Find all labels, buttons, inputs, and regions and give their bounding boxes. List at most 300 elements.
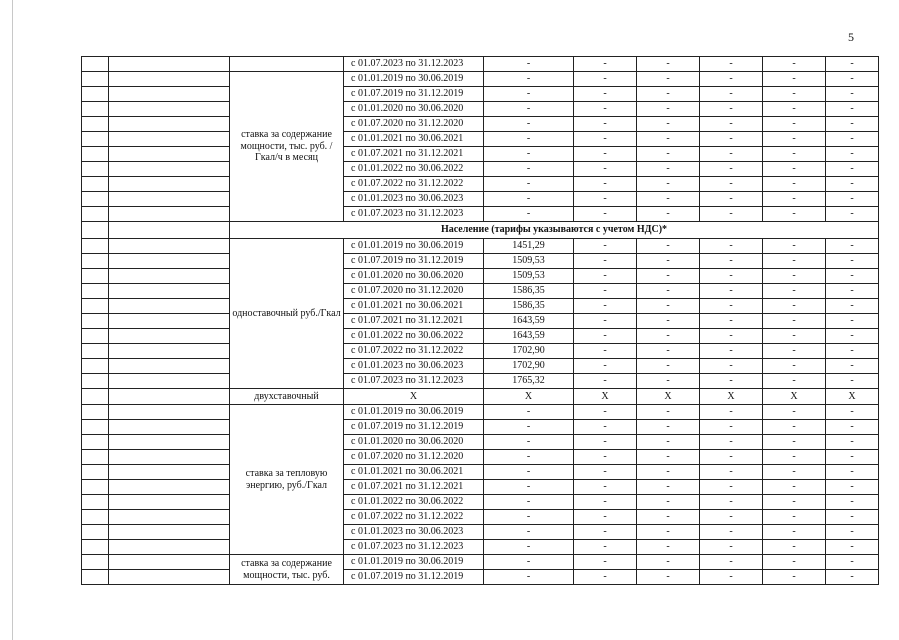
value-cell: -: [574, 239, 637, 254]
value-cell: -: [484, 420, 574, 435]
value-cell: -: [484, 162, 574, 177]
value-cell: -: [484, 525, 574, 540]
value-cell: 1509,53: [484, 269, 574, 284]
period-cell: с 01.07.2022 по 31.12.2022: [344, 344, 484, 359]
value-cell: -: [763, 269, 826, 284]
value-cell: -: [700, 177, 763, 192]
period-cell: с 01.01.2021 по 30.06.2021: [344, 299, 484, 314]
value-cell: -: [574, 435, 637, 450]
value-cell: -: [700, 57, 763, 72]
period-cell: с 01.07.2023 по 31.12.2023: [344, 374, 484, 389]
value-cell: -: [826, 299, 879, 314]
value-cell: -: [700, 132, 763, 147]
value-cell: -: [637, 269, 700, 284]
value-cell: -: [700, 269, 763, 284]
value-cell: -: [637, 405, 700, 420]
value-cell: -: [574, 405, 637, 420]
value-cell: -: [637, 465, 700, 480]
value-cell: -: [574, 359, 637, 374]
tariff-type-label: ставка за содержание мощности, тыс. руб.: [230, 555, 344, 585]
tariff-type-label: двухставочный: [230, 389, 344, 405]
value-cell: -: [763, 525, 826, 540]
value-cell: -: [637, 147, 700, 162]
value-cell: -: [484, 72, 574, 87]
blank-cell: [82, 359, 109, 374]
value-cell: -: [484, 510, 574, 525]
value-cell: -: [484, 495, 574, 510]
value-cell: 1765,32: [484, 374, 574, 389]
value-cell: -: [484, 465, 574, 480]
page-number: 5: [848, 30, 854, 44]
period-cell: с 01.01.2019 по 30.06.2019: [344, 72, 484, 87]
blank-cell: [82, 222, 109, 239]
value-cell: -: [574, 480, 637, 495]
value-cell: -: [484, 87, 574, 102]
value-cell: -: [763, 405, 826, 420]
section-title: Население (тарифы указываются с учетом НДС)*: [230, 222, 879, 239]
table-row: [82, 72, 879, 87]
period-cell: с 01.07.2023 по 31.12.2023: [344, 57, 484, 72]
value-cell: -: [637, 87, 700, 102]
table-row: [82, 329, 879, 344]
value-cell: -: [763, 435, 826, 450]
value-cell: 1643,59: [484, 314, 574, 329]
value-cell: -: [484, 132, 574, 147]
value-cell: -: [574, 495, 637, 510]
value-cell: -: [700, 329, 763, 344]
blank-cell: [109, 314, 230, 329]
value-cell: -: [637, 495, 700, 510]
value-cell: -: [826, 72, 879, 87]
value-cell: -: [700, 405, 763, 420]
value-cell: -: [484, 480, 574, 495]
blank-cell: [109, 510, 230, 525]
period-cell: с 01.01.2020 по 30.06.2020: [344, 102, 484, 117]
blank-cell: [82, 405, 109, 420]
blank-cell: [109, 117, 230, 132]
value-cell: -: [763, 87, 826, 102]
table-row: [82, 239, 879, 254]
value-cell: -: [826, 132, 879, 147]
blank-cell: [109, 405, 230, 420]
blank-cell: [109, 87, 230, 102]
blank-cell: [82, 239, 109, 254]
value-cell: -: [700, 87, 763, 102]
value-cell: -: [574, 555, 637, 570]
tariff-type-label: одноставочный руб./Гкал: [230, 239, 344, 389]
blank-cell: [82, 540, 109, 555]
blank-cell: [109, 57, 230, 72]
value-cell: 1586,35: [484, 299, 574, 314]
value-cell: -: [484, 192, 574, 207]
table-row: [82, 405, 879, 420]
value-cell: -: [763, 465, 826, 480]
value-cell: -: [637, 480, 700, 495]
blank-cell: [82, 570, 109, 585]
value-cell: -: [700, 344, 763, 359]
value-cell: -: [826, 102, 879, 117]
period-cell: с 01.01.2019 по 30.06.2019: [344, 555, 484, 570]
value-cell: -: [637, 344, 700, 359]
value-cell: -: [826, 570, 879, 585]
table-row: [82, 117, 879, 132]
value-cell: -: [700, 72, 763, 87]
period-cell: с 01.07.2019 по 31.12.2019: [344, 570, 484, 585]
value-cell: -: [700, 254, 763, 269]
value-cell: X: [574, 389, 637, 405]
value-cell: -: [700, 525, 763, 540]
value-cell: -: [826, 269, 879, 284]
value-cell: -: [826, 495, 879, 510]
value-cell: -: [574, 269, 637, 284]
blank-cell: [82, 87, 109, 102]
value-cell: -: [574, 420, 637, 435]
value-cell: -: [637, 525, 700, 540]
value-cell: -: [574, 177, 637, 192]
value-cell: -: [763, 177, 826, 192]
value-cell: -: [637, 435, 700, 450]
table-row: [82, 299, 879, 314]
value-cell: -: [574, 132, 637, 147]
value-cell: -: [700, 450, 763, 465]
value-cell: -: [826, 284, 879, 299]
table-row: [82, 510, 879, 525]
value-cell: -: [826, 314, 879, 329]
blank-cell: [82, 344, 109, 359]
value-cell: -: [700, 162, 763, 177]
value-cell: -: [826, 87, 879, 102]
value-cell: -: [574, 570, 637, 585]
value-cell: -: [826, 147, 879, 162]
blank-cell: [82, 420, 109, 435]
value-cell: -: [700, 555, 763, 570]
value-cell: -: [826, 465, 879, 480]
value-cell: -: [484, 450, 574, 465]
value-cell: -: [826, 344, 879, 359]
value-cell: -: [700, 117, 763, 132]
value-cell: -: [826, 117, 879, 132]
value-cell: -: [700, 435, 763, 450]
value-cell: -: [700, 510, 763, 525]
blank-cell: [109, 177, 230, 192]
table-row: [82, 102, 879, 117]
blank-cell: [109, 450, 230, 465]
value-cell: -: [574, 72, 637, 87]
value-cell: -: [826, 420, 879, 435]
value-cell: -: [484, 207, 574, 222]
value-cell: 1451,29: [484, 239, 574, 254]
section-row: [82, 222, 879, 239]
blank-cell: [82, 510, 109, 525]
blank-cell: [109, 420, 230, 435]
blank-cell: [109, 344, 230, 359]
value-cell: -: [763, 314, 826, 329]
table-row: [82, 147, 879, 162]
tariff-table: [81, 56, 879, 585]
period-cell: с 01.01.2023 по 30.06.2023: [344, 192, 484, 207]
blank-cell: [109, 192, 230, 207]
value-cell: -: [763, 329, 826, 344]
value-cell: -: [637, 177, 700, 192]
value-cell: -: [826, 207, 879, 222]
blank-cell: [109, 254, 230, 269]
value-cell: -: [826, 192, 879, 207]
table-row: [82, 314, 879, 329]
table-row: [82, 525, 879, 540]
value-cell: -: [700, 495, 763, 510]
period-cell: с 01.07.2023 по 31.12.2023: [344, 207, 484, 222]
blank-cell: [109, 72, 230, 87]
value-cell: -: [700, 540, 763, 555]
period-cell: с 01.07.2023 по 31.12.2023: [344, 540, 484, 555]
blank-cell: [82, 192, 109, 207]
period-cell: с 01.01.2022 по 30.06.2022: [344, 495, 484, 510]
period-cell: с 01.01.2021 по 30.06.2021: [344, 465, 484, 480]
value-cell: -: [763, 117, 826, 132]
table-row: [82, 162, 879, 177]
value-cell: -: [763, 72, 826, 87]
value-cell: -: [700, 314, 763, 329]
value-cell: -: [826, 540, 879, 555]
value-cell: 1702,90: [484, 344, 574, 359]
value-cell: -: [484, 435, 574, 450]
blank-cell: [82, 269, 109, 284]
value-cell: -: [637, 555, 700, 570]
value-cell: -: [700, 570, 763, 585]
value-cell: -: [484, 102, 574, 117]
blank-cell: [82, 117, 109, 132]
value-cell: -: [763, 147, 826, 162]
value-cell: 1586,35: [484, 284, 574, 299]
value-cell: 1643,59: [484, 329, 574, 344]
blank-cell: [109, 570, 230, 585]
tariff-table-body: [82, 57, 879, 585]
blank-cell: [82, 284, 109, 299]
value-cell: -: [637, 450, 700, 465]
period-cell: с 01.07.2020 по 31.12.2020: [344, 284, 484, 299]
table-row: [82, 254, 879, 269]
period-cell: с 01.07.2022 по 31.12.2022: [344, 177, 484, 192]
blank-cell: [109, 222, 230, 239]
period-cell: с 01.01.2023 по 30.06.2023: [344, 359, 484, 374]
value-cell: -: [484, 555, 574, 570]
blank-cell: [82, 57, 109, 72]
value-cell: -: [763, 555, 826, 570]
value-cell: -: [574, 254, 637, 269]
blank-cell: [82, 374, 109, 389]
value-cell: -: [763, 510, 826, 525]
value-cell: -: [574, 207, 637, 222]
blank-cell: [109, 389, 230, 405]
blank-cell: [109, 540, 230, 555]
value-cell: -: [637, 420, 700, 435]
blank-cell: [82, 465, 109, 480]
blank-cell: [109, 299, 230, 314]
value-cell: -: [763, 570, 826, 585]
value-cell: -: [700, 374, 763, 389]
value-cell: -: [574, 314, 637, 329]
value-cell: -: [700, 192, 763, 207]
blank-cell: [82, 555, 109, 570]
blank-cell: [109, 284, 230, 299]
value-cell: -: [826, 555, 879, 570]
value-cell: -: [574, 525, 637, 540]
table-row: [82, 540, 879, 555]
blank-cell: [82, 450, 109, 465]
blank-cell: [109, 102, 230, 117]
value-cell: -: [637, 510, 700, 525]
blank-cell: [82, 254, 109, 269]
value-cell: -: [574, 510, 637, 525]
blank-cell: [82, 299, 109, 314]
blank-cell: [109, 147, 230, 162]
period-cell: с 01.01.2020 по 30.06.2020: [344, 269, 484, 284]
period-cell: с 01.07.2019 по 31.12.2019: [344, 254, 484, 269]
value-cell: X: [484, 389, 574, 405]
value-cell: -: [700, 102, 763, 117]
value-cell: -: [826, 57, 879, 72]
value-cell: -: [637, 570, 700, 585]
table-row: [82, 87, 879, 102]
blank-cell: [109, 555, 230, 570]
blank-cell: [109, 525, 230, 540]
value-cell: -: [637, 192, 700, 207]
blank-cell: [109, 239, 230, 254]
value-cell: -: [574, 117, 637, 132]
period-cell: с 01.07.2019 по 31.12.2019: [344, 87, 484, 102]
blank-cell: [109, 465, 230, 480]
blank-cell: [82, 177, 109, 192]
value-cell: -: [700, 480, 763, 495]
value-cell: -: [574, 162, 637, 177]
value-cell: -: [700, 239, 763, 254]
period-cell: с 01.07.2021 по 31.12.2021: [344, 314, 484, 329]
value-cell: -: [763, 299, 826, 314]
value-cell: -: [637, 117, 700, 132]
scan-edge-line: [12, 0, 13, 640]
table-row: [82, 480, 879, 495]
value-cell: -: [763, 374, 826, 389]
table-row: [82, 374, 879, 389]
value-cell: -: [484, 177, 574, 192]
period-cell: с 01.01.2023 по 30.06.2023: [344, 525, 484, 540]
value-cell: -: [484, 405, 574, 420]
period-cell: с 01.01.2020 по 30.06.2020: [344, 435, 484, 450]
blank-cell: [109, 269, 230, 284]
value-cell: -: [826, 405, 879, 420]
value-cell: -: [637, 207, 700, 222]
value-cell: X: [826, 389, 879, 405]
value-cell: X: [763, 389, 826, 405]
value-cell: -: [484, 570, 574, 585]
blank-cell: [82, 525, 109, 540]
value-cell: -: [484, 57, 574, 72]
value-cell: -: [700, 284, 763, 299]
value-cell: -: [763, 162, 826, 177]
value-cell: -: [826, 177, 879, 192]
period-cell: с 01.07.2021 по 31.12.2021: [344, 147, 484, 162]
value-cell: -: [826, 359, 879, 374]
value-cell: -: [763, 207, 826, 222]
value-cell: -: [826, 239, 879, 254]
value-cell: -: [637, 239, 700, 254]
value-cell: -: [700, 420, 763, 435]
value-cell: -: [574, 87, 637, 102]
blank-cell: [109, 207, 230, 222]
blank-cell: [109, 435, 230, 450]
value-cell: -: [763, 450, 826, 465]
blank-cell: [82, 495, 109, 510]
table-row: [82, 177, 879, 192]
value-cell: -: [574, 192, 637, 207]
tariff-type-label: ставка за тепловую энергию, руб./Гкал: [230, 405, 344, 555]
value-cell: -: [763, 284, 826, 299]
value-cell: -: [574, 284, 637, 299]
table-row: [82, 132, 879, 147]
value-cell: -: [637, 359, 700, 374]
value-cell: -: [826, 254, 879, 269]
value-cell: -: [574, 450, 637, 465]
value-cell: -: [826, 162, 879, 177]
table-row: [82, 450, 879, 465]
blank-cell: [82, 72, 109, 87]
table-row: [82, 207, 879, 222]
value-cell: -: [763, 102, 826, 117]
blank-cell: [109, 374, 230, 389]
table-row: [82, 420, 879, 435]
value-cell: -: [637, 102, 700, 117]
period-cell: с 01.07.2020 по 31.12.2020: [344, 117, 484, 132]
table-row: [82, 192, 879, 207]
value-cell: -: [637, 254, 700, 269]
period-cell: с 01.07.2022 по 31.12.2022: [344, 510, 484, 525]
blank-cell: [82, 162, 109, 177]
period-cell: X: [344, 389, 484, 405]
blank-cell: [109, 359, 230, 374]
table-row: [82, 465, 879, 480]
value-cell: -: [574, 147, 637, 162]
value-cell: -: [484, 147, 574, 162]
blank-cell: [82, 132, 109, 147]
value-cell: -: [700, 299, 763, 314]
value-cell: -: [484, 117, 574, 132]
value-cell: -: [763, 359, 826, 374]
blank-cell: [82, 207, 109, 222]
value-cell: -: [637, 72, 700, 87]
value-cell: -: [826, 435, 879, 450]
value-cell: -: [763, 132, 826, 147]
blank-cell: [82, 480, 109, 495]
value-cell: X: [700, 389, 763, 405]
blank-cell: [82, 147, 109, 162]
tariff-type-label: [230, 57, 344, 72]
value-cell: 1702,90: [484, 359, 574, 374]
value-cell: X: [637, 389, 700, 405]
value-cell: -: [484, 540, 574, 555]
value-cell: -: [637, 284, 700, 299]
table-row: [82, 495, 879, 510]
value-cell: -: [574, 102, 637, 117]
tariff-type-label: ставка за содержание мощности, тыс. руб. /Гкал/ч в месяц: [230, 72, 344, 222]
value-cell: -: [700, 207, 763, 222]
value-cell: -: [763, 192, 826, 207]
value-cell: -: [700, 147, 763, 162]
value-cell: -: [763, 495, 826, 510]
value-cell: -: [700, 465, 763, 480]
period-cell: с 01.07.2021 по 31.12.2021: [344, 480, 484, 495]
value-cell: -: [826, 329, 879, 344]
value-cell: -: [826, 374, 879, 389]
